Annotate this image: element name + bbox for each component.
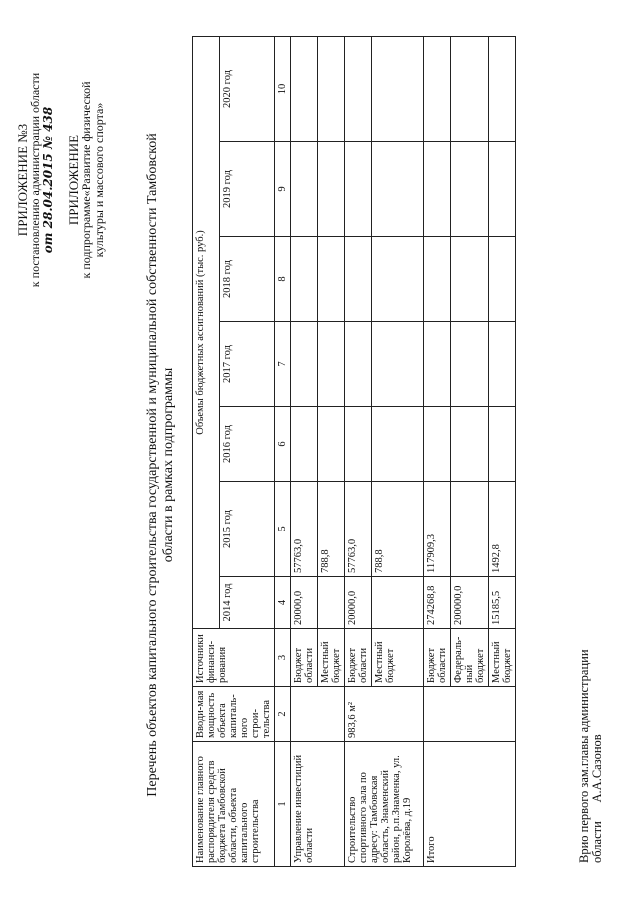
row-value — [345, 407, 372, 482]
row-value — [318, 142, 345, 237]
title-line2: области в рамках подпрограммы — [161, 367, 176, 563]
row-value — [451, 237, 489, 322]
col-num-10: 10 — [275, 36, 291, 141]
row-source: Бюджет области — [424, 629, 451, 687]
row-value — [291, 142, 318, 237]
row-value — [489, 407, 516, 482]
row-value — [424, 322, 451, 407]
row-source: Бюджет области — [345, 629, 372, 687]
header-row-main — [193, 36, 220, 866]
table-row — [424, 36, 451, 866]
signature-line1: Врио первого зам.главы администрации — [577, 649, 591, 863]
header-name: Наименование главного распорядителя средств бюджета Тамбовской области, объекта капитального строительства — [193, 742, 275, 867]
row-value — [424, 237, 451, 322]
row-value — [372, 407, 424, 482]
row-value — [489, 36, 516, 141]
row-value — [318, 322, 345, 407]
row-value — [318, 237, 345, 322]
appendix-reference-line1: к подпрограмме«Развитие физической — [79, 81, 93, 279]
header-power: Вводи-мая мощность объекта капиталь-ного строи-тельства — [193, 687, 275, 742]
row-value — [424, 36, 451, 141]
row-source: Федераль-ный бюджет — [451, 629, 489, 687]
row-name: Управление инвестиций области — [291, 742, 345, 867]
row-value — [318, 36, 345, 141]
signature-line2: области А.А.Сазонов — [590, 734, 604, 863]
col-num-2: 2 — [275, 687, 291, 742]
row-value: 1492,8 — [489, 482, 516, 577]
col-num-6: 6 — [275, 407, 291, 482]
appendix-heading: ПРИЛОЖЕНИЕ — [66, 134, 81, 226]
row-value — [291, 36, 318, 141]
year-2017: 2017 год — [219, 322, 274, 407]
row-value — [345, 142, 372, 237]
document-title — [145, 65, 177, 865]
row-value — [345, 322, 372, 407]
appendix3-heading: ПРИЛОЖЕНИЕ №3 — [15, 123, 30, 237]
row-source: Местный бюджет — [318, 629, 345, 687]
year-2018: 2018 год — [219, 237, 274, 322]
col-num-7: 7 — [275, 322, 291, 407]
row-value — [451, 142, 489, 237]
row-name: Строительство спортивного зала по адресу: Тамбовская область, Знаменский район, р.п.Знаменка, ул. Королёва, д.19 — [345, 742, 424, 867]
row-value — [424, 407, 451, 482]
row-source: Бюджет области — [291, 629, 318, 687]
year-2020: 2020 год — [219, 36, 274, 141]
row-value — [451, 36, 489, 141]
row-value — [489, 142, 516, 237]
row-value — [318, 577, 345, 629]
col-num-3: 3 — [275, 629, 291, 687]
row-value — [345, 237, 372, 322]
row-power: 983,6 м² — [345, 687, 424, 742]
row-value — [451, 407, 489, 482]
column-number-row — [275, 36, 291, 866]
year-2015: 2015 год — [219, 482, 274, 577]
row-value — [424, 142, 451, 237]
row-value — [372, 237, 424, 322]
col-num-1: 1 — [275, 742, 291, 867]
row-value: 20000,0 — [291, 577, 318, 629]
table-row — [345, 36, 372, 866]
appendix3-reference: к постановлению администрации области — [28, 72, 42, 288]
row-power — [291, 687, 345, 742]
row-value — [451, 322, 489, 407]
row-value — [291, 407, 318, 482]
row-value — [372, 577, 424, 629]
row-value: 788,8 — [372, 482, 424, 577]
row-value — [489, 322, 516, 407]
col-num-8: 8 — [275, 237, 291, 322]
row-value: 57763,0 — [291, 482, 318, 577]
col-num-4: 4 — [275, 577, 291, 629]
handwritten-date-number: от 28.04.2015 № 438 — [41, 106, 55, 254]
row-name: Итого — [424, 742, 516, 867]
row-value — [372, 36, 424, 141]
year-2014: 2014 год — [219, 577, 274, 629]
row-value — [372, 142, 424, 237]
row-value: 788,8 — [318, 482, 345, 577]
row-value — [318, 407, 345, 482]
row-value — [489, 237, 516, 322]
row-value — [372, 322, 424, 407]
row-value: 15185,5 — [489, 577, 516, 629]
row-value: 117909,3 — [424, 482, 451, 577]
row-value — [451, 482, 489, 577]
budget-table — [192, 36, 516, 867]
col-num-9: 9 — [275, 142, 291, 237]
document-header — [16, 30, 106, 330]
header-volumes: Объемы бюджетных ассигнований (тыс. руб.) — [193, 36, 220, 628]
title-line1: Перечень объектов капитального строительства государственной и муниципальной собственности Тамбовской — [145, 133, 160, 797]
row-value: 20000,0 — [345, 577, 372, 629]
row-source: Местный бюджет — [489, 629, 516, 687]
appendix-reference-line2: культуры и массового спорта» — [92, 102, 106, 258]
year-2016: 2016 год — [219, 407, 274, 482]
header-source: Источники финанси-рования — [193, 629, 275, 687]
row-power — [424, 687, 516, 742]
signature-block — [578, 649, 604, 863]
col-num-5: 5 — [275, 482, 291, 577]
row-value — [291, 322, 318, 407]
row-value: 200000,0 — [451, 577, 489, 629]
row-value: 274268,8 — [424, 577, 451, 629]
row-value — [291, 237, 318, 322]
row-value: 57763,0 — [345, 482, 372, 577]
row-value — [345, 36, 372, 141]
row-source: Местный бюджет — [372, 629, 424, 687]
year-2019: 2019 год — [219, 142, 274, 237]
table-row — [291, 36, 318, 866]
